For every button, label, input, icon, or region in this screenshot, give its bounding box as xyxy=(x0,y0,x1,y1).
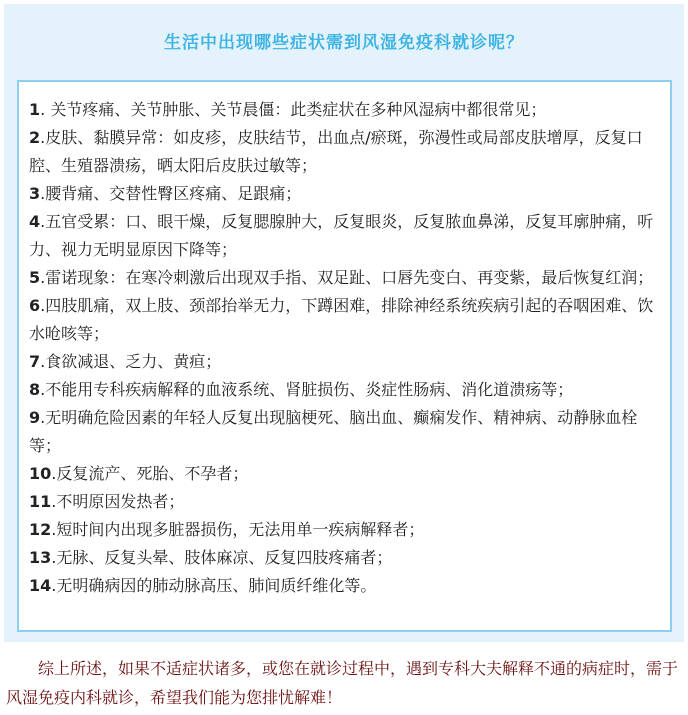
symptom-number: 6 xyxy=(29,296,41,315)
symptom-number-separator: . xyxy=(51,576,57,595)
symptom-number-separator: . xyxy=(40,268,46,287)
symptom-number-separator: . xyxy=(40,212,46,231)
symptom-number-separator: . xyxy=(40,352,46,371)
symptom-number: 11 xyxy=(29,492,52,511)
symptom-item xyxy=(29,516,660,544)
symptom-number-separator: . xyxy=(40,128,46,147)
symptom-item xyxy=(29,96,660,124)
symptom-number: 3 xyxy=(29,184,41,203)
symptom-item xyxy=(29,460,660,488)
symptom-item xyxy=(29,376,660,404)
symptom-number-separator: . xyxy=(51,492,57,511)
summary-paragraph: 综上所述，如果不适症状诸多，或您在就诊过程中，遇到专科大夫解释不通的病症时，需于风湿免疫内科就诊，希望我们能为您排忧解难！ xyxy=(6,659,679,707)
symptom-text: 反复流产、死胎、不孕者； xyxy=(56,464,249,483)
section-heading: 生活中出现哪些症状需到风湿免疫科就诊呢？ xyxy=(164,33,524,53)
symptom-number: 10 xyxy=(29,464,52,483)
symptom-number-separator: . xyxy=(40,408,46,427)
symptom-number-separator: . xyxy=(40,100,51,119)
symptom-item xyxy=(29,404,660,460)
symptom-item xyxy=(29,544,660,572)
symptom-number: 13 xyxy=(29,548,52,567)
symptom-number-separator: . xyxy=(40,296,46,315)
symptom-number: 1 xyxy=(29,100,41,119)
symptom-number: 7 xyxy=(29,352,41,371)
symptom-number: 9 xyxy=(29,408,41,427)
symptom-text: 雷诺现象：在寒冷刺激后出现双手指、双足趾、口唇先变白、再变紫，最后恢复红润； xyxy=(45,268,654,287)
symptom-number-separator: . xyxy=(40,380,46,399)
symptom-number: 4 xyxy=(29,212,41,231)
symptom-text: 食欲减退、乏力、黄疸； xyxy=(45,352,222,371)
symptom-text: 不明原因发热者； xyxy=(56,492,185,511)
symptom-text: 无脉、反复头晕、肢体麻凉、反复四肢疼痛者； xyxy=(56,548,393,567)
symptom-list xyxy=(17,80,672,632)
symptom-item xyxy=(29,348,660,376)
symptom-text: 皮肤、黏膜异常：如皮疹，皮肤结节，出血点/瘀斑，弥漫性或局部皮肤增厚，反复口腔、生殖器溃疡，晒太阳后皮肤过敏等； xyxy=(29,128,643,175)
symptom-number: 2 xyxy=(29,128,41,147)
symptoms-panel xyxy=(4,4,684,642)
symptom-item xyxy=(29,264,660,292)
symptom-number: 12 xyxy=(29,520,52,539)
symptom-text: 腰背痛、交替性臀区疼痛、足跟痛； xyxy=(45,184,302,203)
symptom-item xyxy=(29,208,660,264)
symptom-text: 五官受累：口、眼干燥，反复腮腺肿大，反复眼炎，反复脓血鼻涕，反复耳廓肿痛，听力、视力无明显原因下降等； xyxy=(29,212,654,259)
symptom-text: 短时间内出现多脏器损伤，无法用单一疾病解释者； xyxy=(56,520,425,539)
symptom-text: 无明确危险因素的年轻人反复出现脑梗死、脑出血、癫痫发作、精神病、动静脉血栓等； xyxy=(29,408,638,455)
symptom-text: 无明确病因的肺动脉高压、肺间质纤维化等。 xyxy=(56,576,377,595)
symptom-number-separator: . xyxy=(51,464,57,483)
symptom-number-separator: . xyxy=(51,548,57,567)
symptom-number: 14 xyxy=(29,576,52,595)
symptom-number: 5 xyxy=(29,268,41,287)
symptom-item xyxy=(29,488,660,516)
symptom-item xyxy=(29,572,660,600)
symptom-text: 不能用专科疾病解释的血液系统、肾脏损伤、炎症性肠病、消化道溃疡等； xyxy=(45,380,574,399)
symptom-item xyxy=(29,124,660,180)
symptom-item xyxy=(29,180,660,208)
symptom-number-separator: . xyxy=(40,184,46,203)
symptom-text: 关节疼痛、关节肿胀、关节晨僵：此类症状在多种风湿病中都很常见； xyxy=(50,100,547,119)
symptom-number: 8 xyxy=(29,380,41,399)
symptom-number-separator: . xyxy=(51,520,57,539)
symptom-item xyxy=(29,292,660,348)
symptom-text: 四肢肌痛，双上肢、颈部抬举无力，下蹲困难，排除神经系统疾病引起的吞咽困难、饮水呛咳等； xyxy=(29,296,654,343)
